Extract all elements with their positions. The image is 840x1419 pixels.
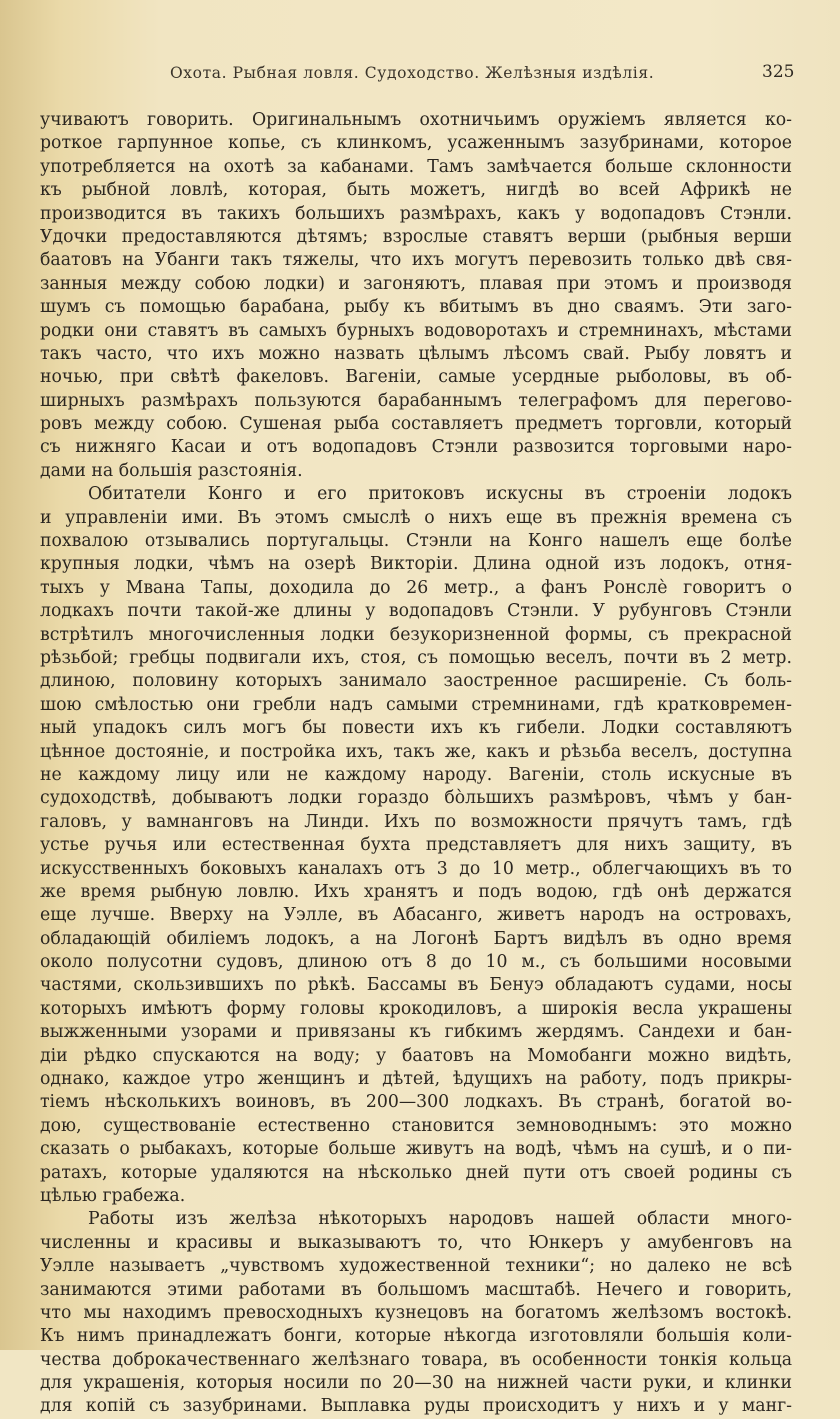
text-line: искусственныхъ боковыхъ каналахъ отъ 3 до 10 метр., облегчающихъ въ то — [40, 858, 792, 879]
text-line: и управленіи ими. Въ этомъ смыслѣ о нихъ еще въ прежнія времена съ — [40, 507, 792, 528]
text-line: Удочки предоставляются дѣтямъ; взрослые ставятъ верши (рыбныя верши — [40, 226, 792, 247]
text-line: употребляется на охотѣ за кабанами. Тамъ замѣчается больше склонности — [40, 156, 792, 177]
text-line: судоходствѣ, добываютъ лодки гораздо бо̀льшихъ размѣровъ, чѣмъ у бан- — [40, 788, 792, 809]
text-line: частями, скользившихъ по рѣкѣ. Бассамы въ Бенуэ обладаютъ судами, носы — [40, 975, 792, 996]
text-line: же время рыбную ловлю. Ихъ хранятъ и подъ водою, гдѣ онѣ держатся — [40, 881, 792, 902]
text-line: которыхъ имѣютъ форму головы крокодиловъ, а широкія весла украшены — [40, 998, 792, 1019]
text-line: съ нижняго Касаи и отъ водопадовъ Стэнли развозится торговыми наро- — [40, 437, 792, 458]
text-line: для украшенія, которыя носили по 20—30 на нижней части руки, и клинки — [40, 1373, 792, 1394]
text-line: ночью, при свѣтѣ факеловъ. Вагеніи, самые усердные рыболовы, въ об- — [40, 367, 792, 388]
text-line: тіемъ нѣсколькихъ воиновъ, въ 200—300 лодкахъ. Въ странѣ, богатой во- — [40, 1092, 792, 1113]
text-line: рѣзьбой; гребцы подвигали ихъ, стоя, съ помощью веселъ, почти въ 2 метр. — [40, 647, 792, 668]
text-line: для копій съ зазубринами. Выплавка руды происходитъ у нихъ и у манг- — [40, 1396, 792, 1417]
text-line: занимаются этими работами въ большомъ масштабѣ. Нечего и говорить, — [40, 1279, 792, 1300]
text-line: роткое гарпунное копье, съ клинкомъ, усаженнымъ зазубринами, которое — [40, 133, 792, 154]
text-line: ширныхъ размѣрахъ пользуются барабаннымъ телеграфомъ для перегово- — [40, 390, 792, 411]
text-line: не каждому лицу или не каждому народу. Вагеніи, столь искусные въ — [40, 764, 792, 785]
text-line: выжженными узорами и привязаны къ гибкимъ жердямъ. Сандехи и бан- — [40, 1022, 792, 1043]
text-line: родки они ставятъ въ самыхъ бурныхъ водоворотахъ и стремнинахъ, мѣстами — [40, 320, 792, 341]
text-line: тыхъ у Мвана Тапы, доходила до 26 метр., а фанъ Ронслѐ говоритъ о — [40, 577, 792, 598]
text-line: ратахъ, которые удаляются на нѣсколько дней пути отъ своей родины съ — [40, 1162, 792, 1183]
body-text — [40, 109, 792, 1419]
text-line: занныя между собою лодки) и загоняютъ, плавая при этомъ и производя — [40, 273, 792, 294]
text-line: лодкахъ почти такой-же длины у водопадовъ Стэнли. У рубунговъ Стэнли — [40, 601, 792, 622]
page-number: 325 — [762, 62, 795, 82]
text-line: Уэлле называетъ „чувствомъ художественной техники“; но далеко не всѣ — [40, 1256, 792, 1277]
text-line: похвалою отзывались португальцы. Стэнли на Конго нашелъ еще болѣе — [40, 531, 792, 552]
text-line: длиною, половину которыхъ занимало заостренное расширеніе. Съ боль- — [40, 671, 792, 692]
page-header — [0, 64, 840, 88]
text-line: что мы находимъ превосходныхъ кузнецовъ на богатомъ желѣзомъ востокѣ. — [40, 1302, 792, 1323]
text-line: учиваютъ говорить. Оригинальнымъ охотничьимъ оружіемъ является ко- — [40, 110, 792, 130]
text-line: однако, каждое утро женщинъ и дѣтей, ѣдущихъ на работу, подъ прикры- — [40, 1069, 792, 1090]
text-line: устье ручья или естественная бухта представляетъ для нихъ защиту, въ — [40, 835, 792, 856]
text-line: шумъ съ помощью барабана, рыбу къ вбитымъ въ дно сваямъ. Эти заго- — [40, 297, 792, 318]
text-line: еще лучше. Вверху на Уэлле, въ Абасанго, живетъ народъ на островахъ, — [40, 905, 792, 926]
text-line: шою смѣлостью они гребли надъ самыми стремнинами, гдѣ кратковремен- — [40, 694, 792, 715]
text-line: баатовъ на Убанги такъ тяжелы, что ихъ могутъ перевозить только двѣ свя- — [40, 250, 792, 271]
paragraph-start-line: Работы изъ желѣза нѣкоторыхъ народовъ нашей области много- — [88, 1209, 792, 1230]
text-line: діи рѣдко спускаются на воду; у баатовъ на Момобанги можно видѣть, — [40, 1045, 792, 1066]
text-line: крупныя лодки, чѣмъ на озерѣ Викторіи. Длина одной изъ лодокъ, отня- — [40, 554, 792, 575]
text-line: галовъ, у вамнанговъ на Линди. Ихъ по возможности прячутъ тамъ, гдѣ — [40, 811, 792, 832]
running-head: Охота. Рыбная ловля. Судоходство. Желѣзныя издѣлія. — [170, 64, 655, 82]
text-line: численны и красивы и выказываютъ то, что Юнкеръ у амубенговъ на — [40, 1232, 792, 1253]
text-line: производится въ такихъ большихъ размѣрахъ, какъ у водопадовъ Стэнли. — [40, 203, 792, 224]
paragraph-start-line: Обитатели Конго и его притоковъ искусны въ строеніи лодокъ — [88, 484, 792, 505]
text-line: къ рыбной ловлѣ, которая, быть можетъ, нигдѣ во всей Африкѣ не — [40, 180, 792, 201]
text-line: обладающій обиліемъ лодокъ, а на Логонѣ Бартъ видѣлъ въ одно время — [40, 928, 792, 949]
text-line: ровъ между собою. Сушеная рыба составляетъ предметъ торговли, который — [40, 414, 792, 435]
text-line: встрѣтилъ многочисленныя лодки безукоризненной формы, съ прекрасной — [40, 624, 792, 645]
text-line: Къ нимъ принадлежатъ бонги, которые нѣкогда изготовляли большія коли- — [40, 1326, 792, 1347]
text-line: дою, существованіе естественно становится земноводнымъ: это можно — [40, 1115, 792, 1136]
text-line: около полусотни судовъ, длиною отъ 8 до 10 м., съ большими носовыми — [40, 952, 792, 973]
text-line: ный упадокъ силъ могъ бы повести ихъ къ гибели. Лодки составляютъ — [40, 718, 792, 739]
paragraph-end-line: дами на большія разстоянія. — [40, 460, 303, 481]
text-line: цѣнное достояніе, и постройка ихъ, такъ же, какъ и рѣзьба веселъ, доступна — [40, 741, 792, 762]
text-line: чества доброкачественнаго желѣзнаго товара, въ особенности тонкія кольца — [40, 1349, 792, 1370]
text-line: такъ часто, что ихъ можно назвать цѣлымъ лѣсомъ свай. Рыбу ловятъ и — [40, 343, 792, 364]
text-line: сказать о рыбакахъ, которые больше живутъ на водѣ, чѣмъ на сушѣ, и о пи- — [40, 1139, 792, 1160]
paragraph-end-line: цѣлью грабежа. — [40, 1185, 186, 1206]
